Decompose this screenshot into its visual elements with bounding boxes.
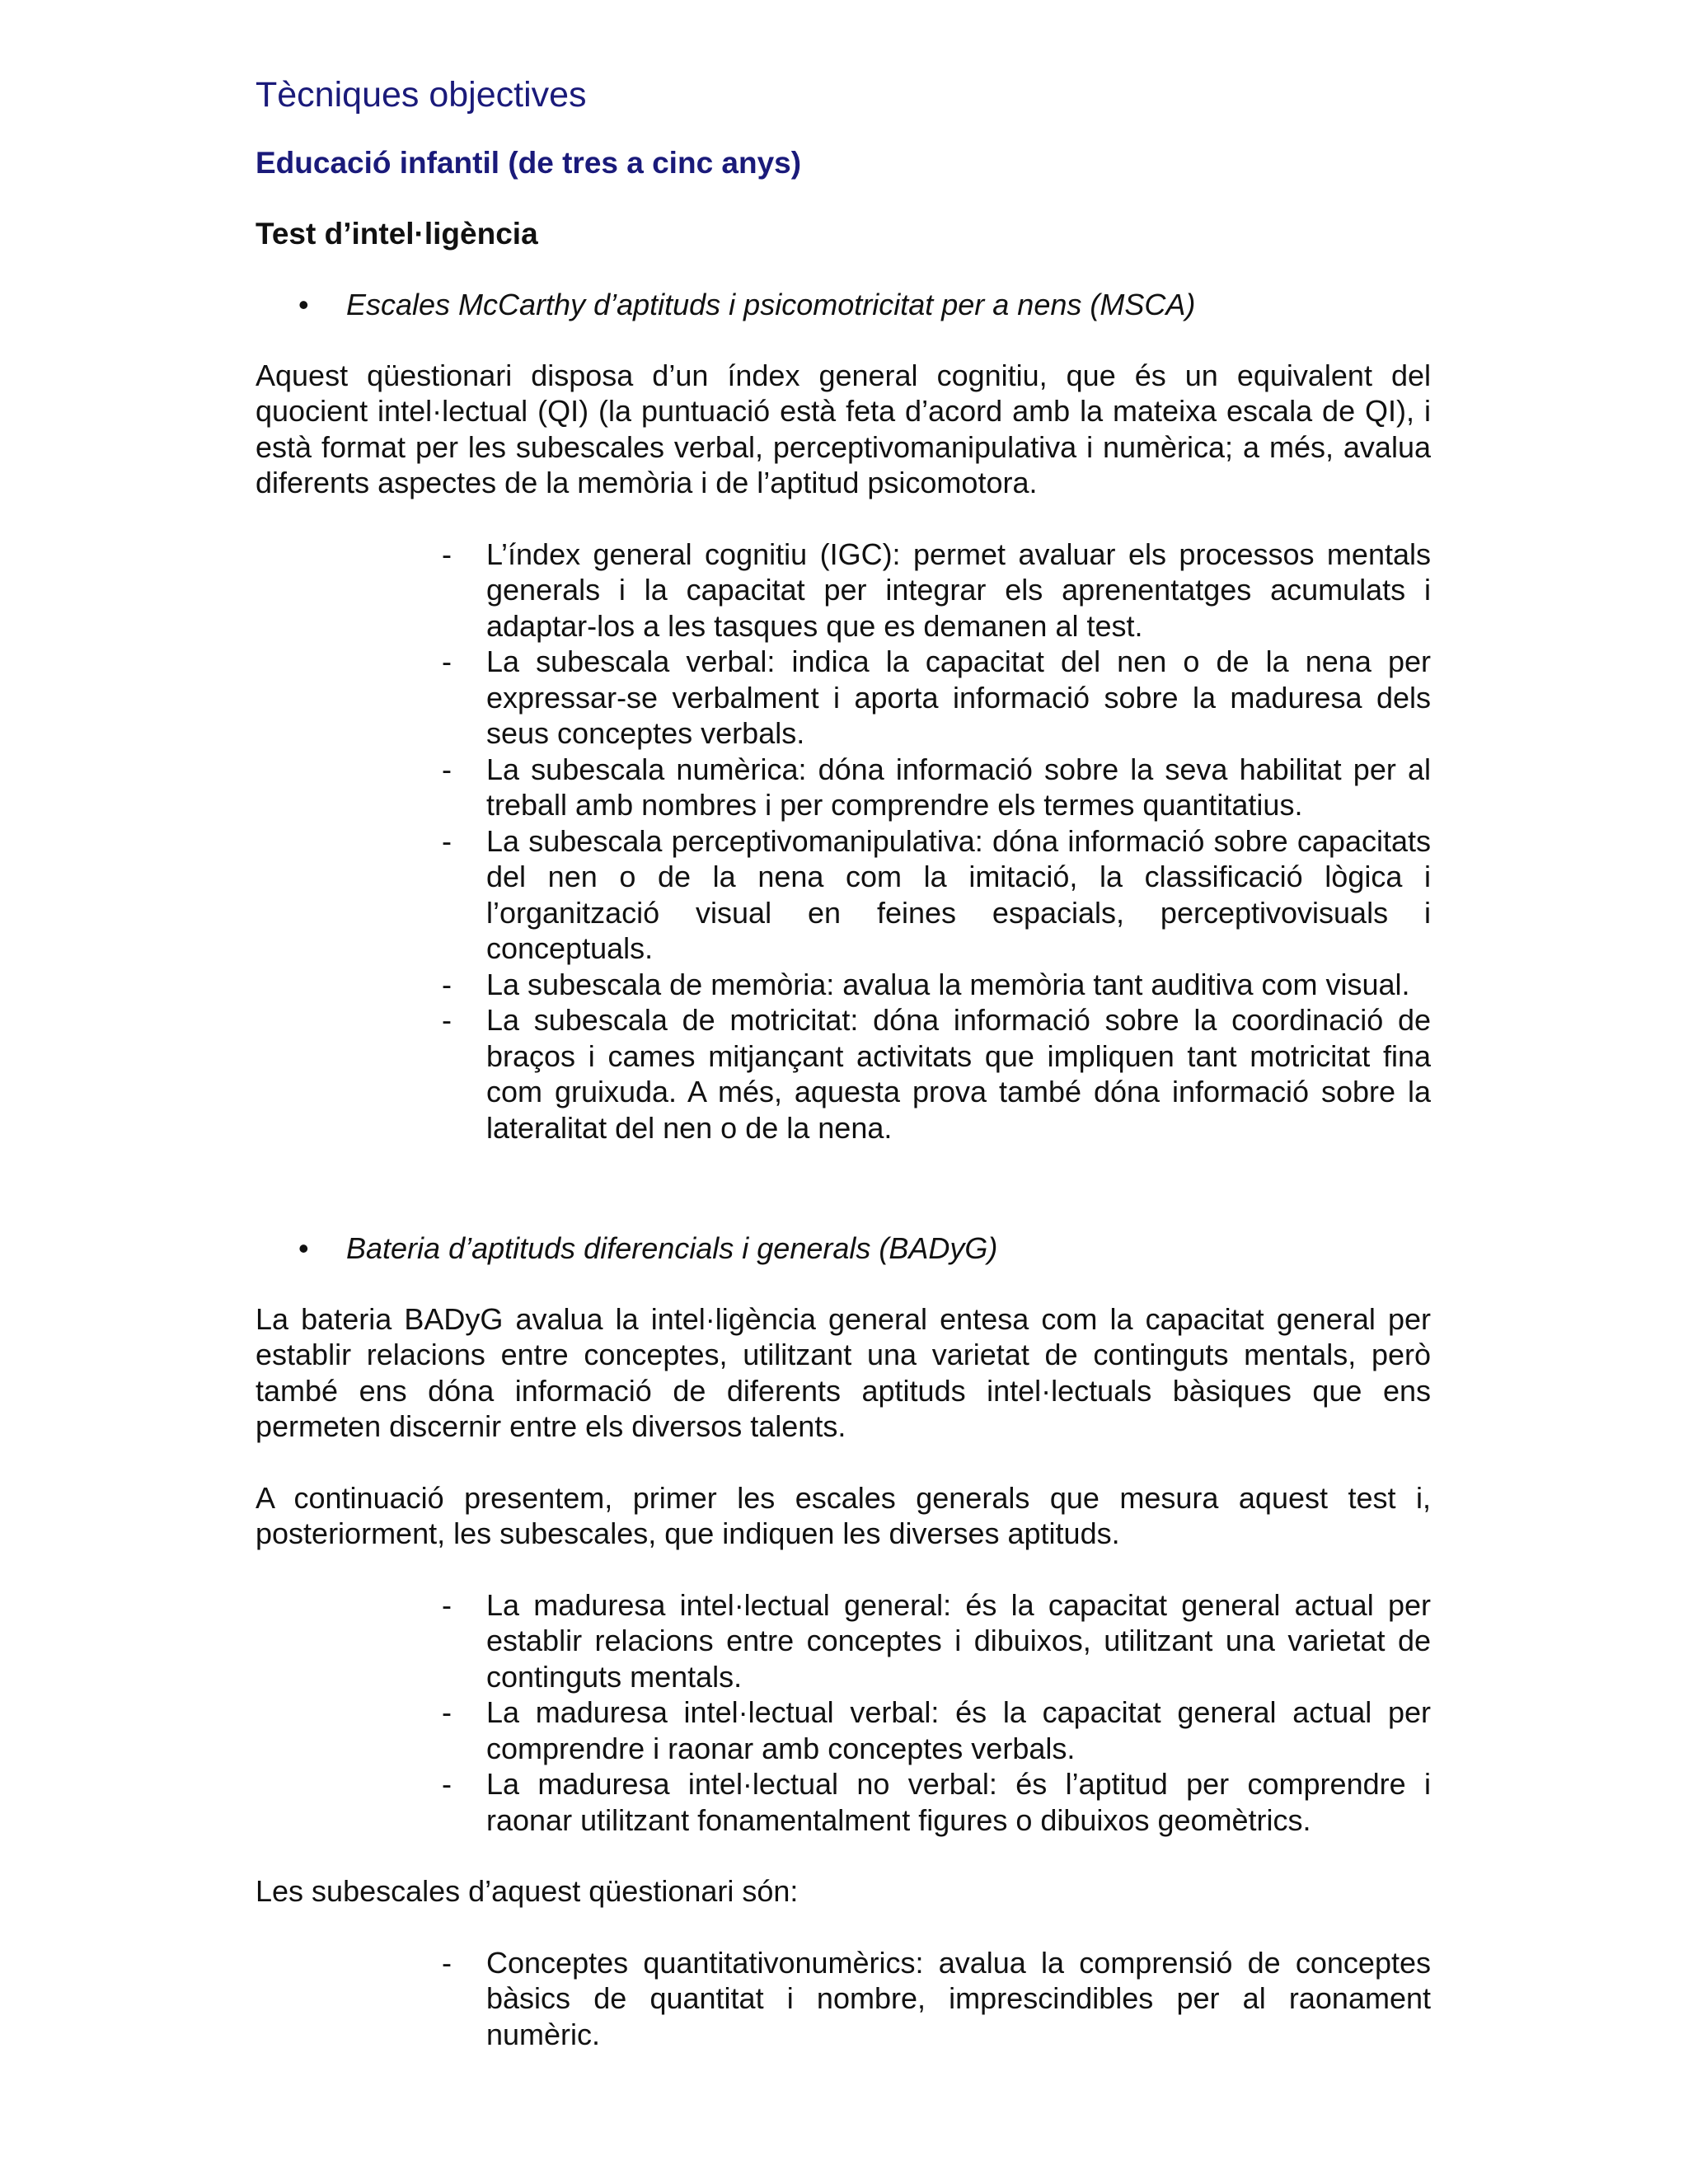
paragraph-badyg-description: La bateria BADyG avalua la intel·ligència general entesa com la capacitat general per establir relacions entre conceptes, utilitzant una varietat de continguts mentals, però també ens dóna informació de diferents aptituds intel·lectuals bàsiques que ens permeten discernir entre els diversos talents. <box>256 1301 1431 1443</box>
list-item <box>442 752 1431 823</box>
list-item-text: La subescala verbal: indica la capacitat del nen o de la nena per expressar-se verbalment i aporta informació sobre la maduresa dels seus conceptes verbals. <box>486 644 1431 750</box>
list-item-text: La subescala perceptivomanipulativa: dóna informació sobre capacitats del nen o de la nena com la imitació, la classificació lògica i l’organització visual en feines espacials, perceptivovisuals i conceptuals. <box>486 823 1431 965</box>
dash-icon: - <box>442 1003 452 1037</box>
list-item-text: La subescala de motricitat: dóna informació sobre la coordinació de braços i cames mitjançant activitats que impliquen tant motricitat fina com gruixuda. A més, aquesta prova també dóna informació sobre la lateralitat del nen o de la nena. <box>486 1003 1431 1145</box>
list-item <box>442 1587 1431 1695</box>
dash-icon: - <box>442 967 452 1001</box>
dash-icon: - <box>442 644 452 678</box>
bullet-text: Escales McCarthy d’aptituds i psicomotricitat per a nens (MSCA) <box>346 288 1196 321</box>
list-item <box>442 1766 1431 1838</box>
document-page <box>256 74 1431 2088</box>
bullet-icon: • <box>298 288 309 321</box>
list-item <box>442 1002 1431 1146</box>
dash-icon: - <box>442 1695 452 1729</box>
msca-subscale-list <box>256 537 1431 1146</box>
bullet-text: Bateria d’aptituds diferencials i generals (BADyG) <box>346 1231 998 1265</box>
list-item-text: L’índex general cognitiu (IGC): permet avaluar els processos mentals generals i la capacitat per integrar els aprenentatges acumulats i adaptar-los a les tasques que es demanen al test. <box>486 537 1431 643</box>
list-item-text: La maduresa intel·lectual general: és la capacitat general actual per establir relacions entre conceptes i dibuixos, utilitzant una varietat de continguts mentals. <box>486 1587 1431 1694</box>
list-item-text: Conceptes quantitativonumèrics: avalua la comprensió de conceptes bàsics de quantitat i nombre, imprescindibles per al raonament numèric. <box>486 1945 1431 2051</box>
page-title: Tècniques objectives <box>256 75 587 115</box>
list-item-text: La subescala de memòria: avalua la memòria tant auditiva com visual. <box>486 967 1410 1001</box>
section-heading: Test d’intel·ligència <box>256 217 538 251</box>
badyg-scale-list <box>256 1587 1431 1839</box>
section-subtitle: Educació infantil (de tres a cinc anys) <box>256 146 802 180</box>
list-item <box>442 644 1431 752</box>
paragraph-badyg-intro: A continuació presentem, primer les escales generals que mesura aquest test i, posteriorment, les subescales, que indiquen les diverses aptituds. <box>256 1480 1431 1550</box>
paragraph-subscales-intro: Les subescales d’aquest qüestionari són: <box>256 1874 799 1908</box>
list-item-text: La maduresa intel·lectual no verbal: és l’aptitud per comprendre i raonar utilitzant fonamentalment figures o dibuixos geomètrics. <box>486 1767 1431 1837</box>
paragraph-msca-description: Aquest qüestionari disposa d’un índex general cognitiu, que és un equivalent del quocient intel·lectual (QI) (la puntuació està feta d’acord amb la mateixa escala de QI), i està format per les subescales verbal, perceptivomanipulativa i numèrica; a més, avalua diferents aspectes de la memòria i de l’aptitud psicomotora. <box>256 358 1431 499</box>
bullet-icon: • <box>298 1231 309 1265</box>
bullet-item-badyg <box>256 1230 1431 1267</box>
list-item-text: La subescala numèrica: dóna informació sobre la seva habilitat per al treball amb nombres i per comprendre els termes quantitatius. <box>486 752 1431 822</box>
dash-icon: - <box>442 537 452 571</box>
list-item <box>442 1694 1431 1766</box>
bullet-item-msca <box>256 287 1431 323</box>
badyg-subscale-list <box>256 1945 1431 2053</box>
dash-icon: - <box>442 823 452 858</box>
dash-icon: - <box>442 752 452 786</box>
list-item <box>442 823 1431 967</box>
dash-icon: - <box>442 1945 452 1980</box>
dash-icon: - <box>442 1587 452 1622</box>
list-item <box>442 1945 1431 2053</box>
spacer <box>256 1181 1431 1230</box>
dash-icon: - <box>442 1767 452 1801</box>
list-item <box>442 537 1431 644</box>
list-item <box>442 967 1431 1003</box>
list-item-text: La maduresa intel·lectual verbal: és la capacitat general actual per comprendre i raonar amb conceptes verbals. <box>486 1695 1431 1765</box>
